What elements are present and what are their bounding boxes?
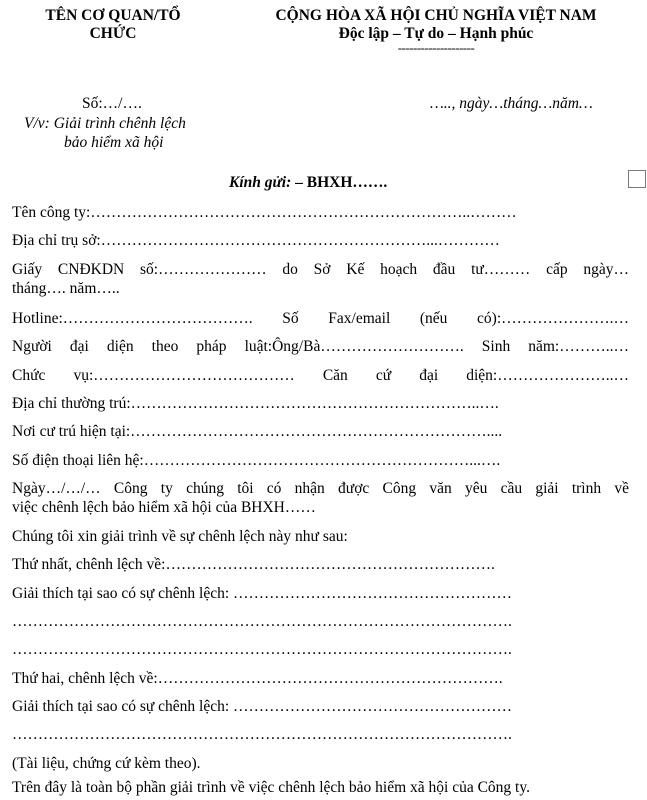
dotted-line: ……………………………………………………………………………………. — [12, 641, 512, 658]
closing-statement: Trên đây là toàn bộ phần giải trình về việc chênh lệch bảo hiểm xã hội của Công ty. — [12, 779, 530, 796]
explanation-intro: Chúng tôi xin giải trình về sự chênh lệch này như sau: — [12, 528, 348, 545]
paragraph-received-line2: việc chênh lệch bảo hiểm xã hội của BHXH…… — [12, 499, 316, 516]
first-difference: Thứ nhất, chênh lệch về:………………………………………………………. — [12, 556, 495, 573]
national-title: CỘNG HÒA XÃ HỘI CHỦ NGHĨA VIỆT NAM — [275, 7, 597, 24]
permanent-address-field: Địa chỉ thường trú:…………………………………………………………..…. — [12, 395, 499, 412]
second-explanation: Giải thích tại sao có sự chênh lệch: ……………………………………………… — [12, 698, 513, 715]
second-difference: Thứ hai, chênh lệch về:…………………………………………………………. — [12, 670, 503, 687]
paragraph-received-line1: Ngày…/…/… Công ty chúng tôi có nhận được Công văn yêu cầu giải trình về — [12, 480, 629, 497]
position-field: Chức vụ:………………………………… Căn cứ đại diện:…………………..… — [12, 367, 629, 384]
recipient-label: Kính gửi: — [229, 174, 292, 191]
attachments-note: (Tài liệu, chứng cứ kèm theo). — [12, 755, 201, 772]
hotline-fax-field: Hotline:………………………………. Số Fax/email (nếu có):………………….… — [12, 310, 629, 327]
org-name-line2: CHỨC — [89, 25, 137, 42]
subject-line1: V/v: Giải trình chênh lệch — [24, 115, 186, 132]
subject-line2: bảo hiểm xã hội — [64, 134, 164, 151]
dotted-line: ……………………………………………………………………………………. — [12, 726, 512, 743]
first-explanation: Giải thích tại sao có sự chênh lệch: ……………………………………………… — [12, 585, 513, 602]
motto-underline: -------------------- — [397, 40, 475, 55]
document-date: ….., ngày…tháng…năm… — [430, 95, 593, 112]
org-name-line1: TÊN CƠ QUAN/TỔ — [45, 7, 181, 24]
corner-checkbox[interactable] — [628, 170, 646, 188]
business-license-line2: tháng…. năm….. — [12, 280, 120, 297]
company-name-field: Tên công ty:………………………………………………………………..……… — [12, 204, 517, 221]
current-residence-field: Nơi cư trú hiện tại:…………………………………………………………….... — [12, 423, 503, 440]
legal-representative-field: Người đại diện theo pháp luật:Ông/Bà………………………. Sinh năm:………..… — [12, 338, 629, 355]
head-office-field: Địa chỉ trụ sở:………………………………………………………...………… — [12, 232, 500, 249]
dotted-line: ……………………………………………………………………………………. — [12, 613, 512, 630]
phone-field: Số điện thoại liên hệ:………………………………………………………...…. — [12, 452, 501, 469]
recipient — [229, 173, 387, 193]
national-motto: Độc lập – Tự do – Hạnh phúc — [338, 25, 534, 42]
business-license-line1: Giấy CNĐKDN số:………………… do Sở Kế hoạch đầu tư……… cấp ngày… — [12, 261, 629, 278]
document-number: Số:…/…. — [82, 95, 142, 112]
recipient-value: – BHXH……. — [295, 174, 388, 191]
